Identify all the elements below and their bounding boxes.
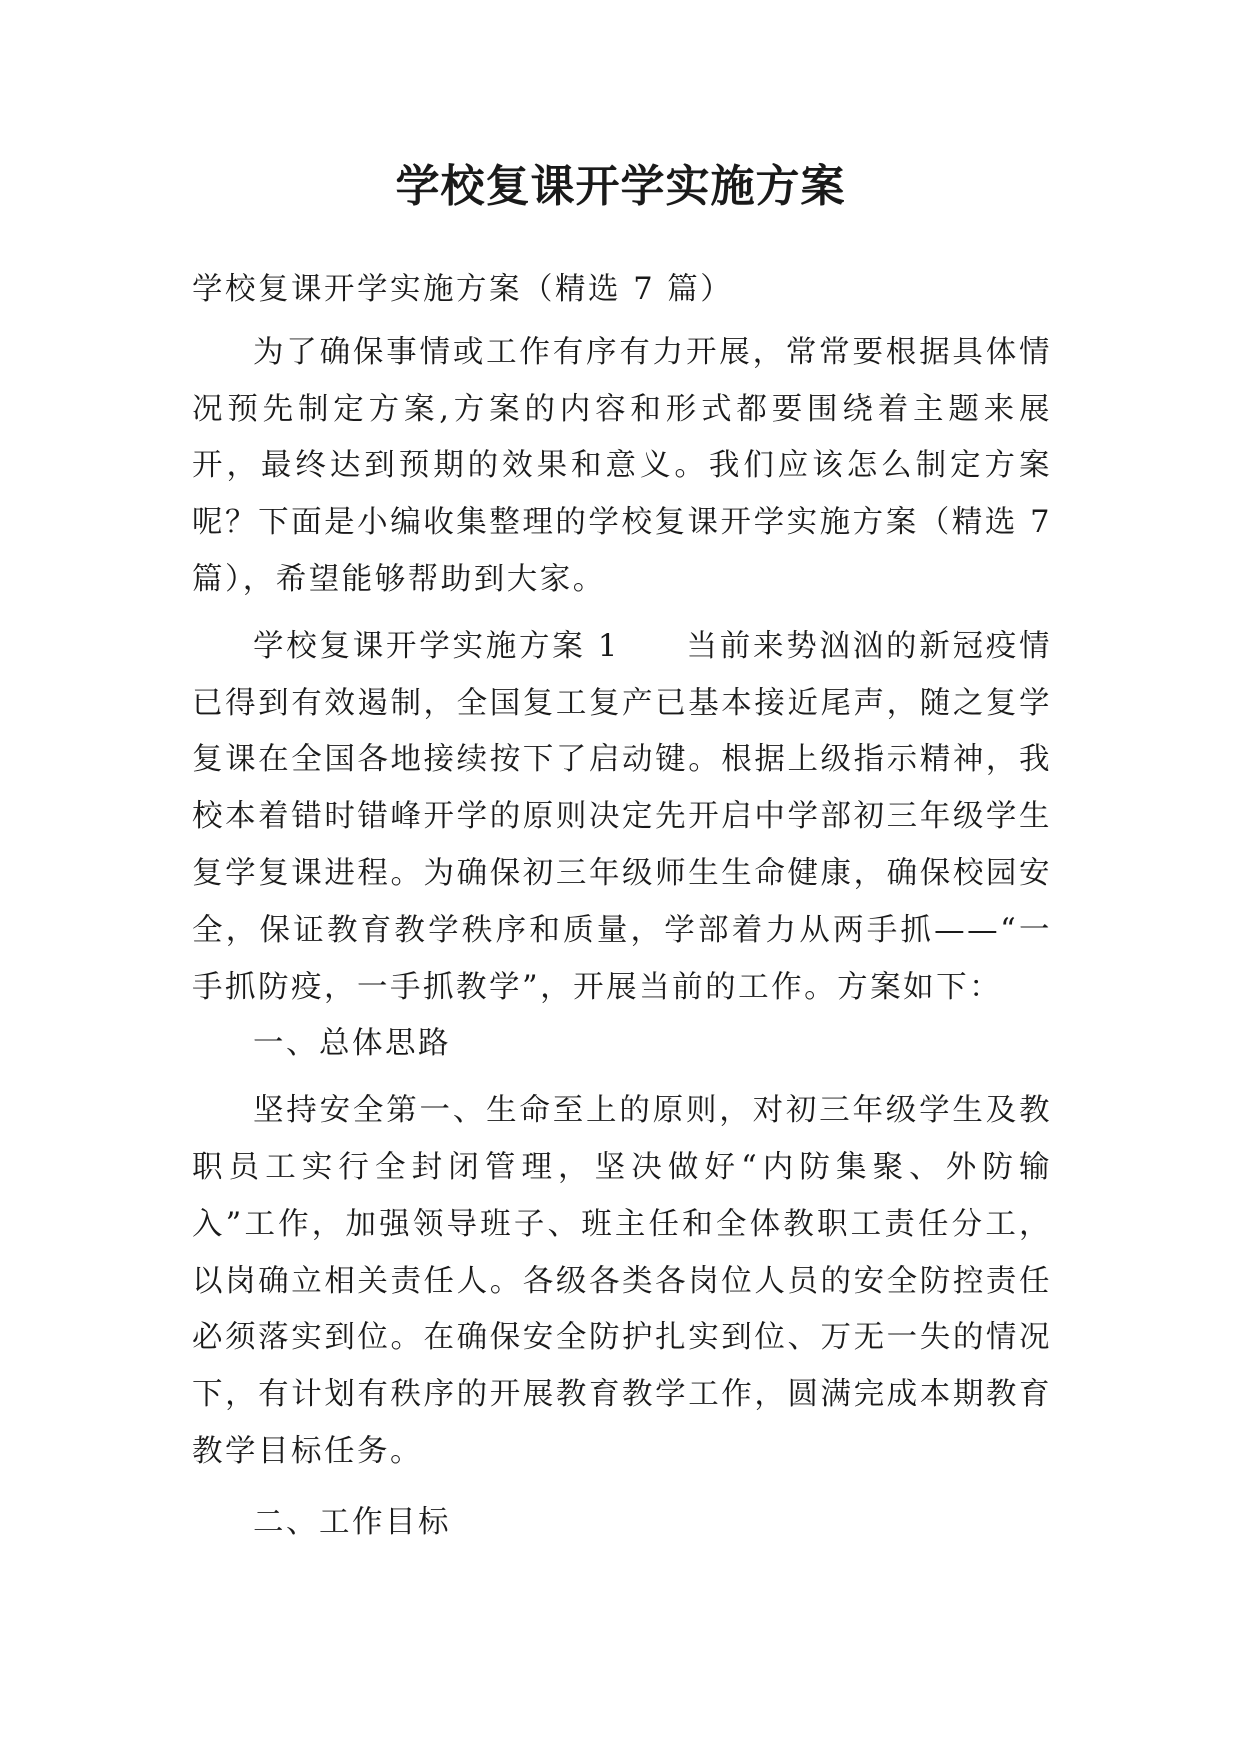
document-title: 学校复课开学实施方案 (395, 161, 846, 212)
intro-paragraph: 为了确保事情或工作有序有力开展，常常要根据具体情况预先制定方案,方案的内容和形式都要围绕着主题来展开，最终达到预期的效果和意义。我们应该怎么制定方案呢？下面是小编收集整理的学校复课开学实施方案（精选 7 篇），希望能够帮助到大家。 (192, 334, 1052, 597)
document-subtitle: 学校复课开学实施方案（精选 7 篇） (192, 272, 734, 307)
document-body (192, 262, 1052, 1552)
section-1-paragraph: 学校复课开学实施方案 1 当前来势汹汹的新冠疫情已得到有效遏制，全国复工复产已基本接近尾声，随之复学复课在全国各地接续按下了启动键。根据上级指示精神，我校本着错时错峰开学的原则决定先开启中学部初三年级学生复学复课进程。为确保初三年级师生生命健康，确保校园安全，保证教育教学秩序和质量，学部着力从两手抓——“一手抓防疫，一手抓教学”，开展当前的工作。方案如下： (192, 628, 1052, 1005)
heading-overall-approach: 一、总体思路 (253, 1026, 451, 1062)
overall-approach-paragraph: 坚持安全第一、生命至上的原则，对初三年级学生及教职员工实行全封闭管理，坚决做好“内防集聚、外防输入”工作，加强领导班子、班主任和全体教职工责任分工，以岗确立相关责任人。各级各类各岗位人员的安全防控责任必须落实到位。在确保安全防护扎实到位、万无一失的情况下，有计划有秩序的开展教育教学工作，圆满完成本期教育教学目标任务。 (192, 1093, 1052, 1469)
heading-work-goals: 二、工作目标 (253, 1504, 451, 1540)
